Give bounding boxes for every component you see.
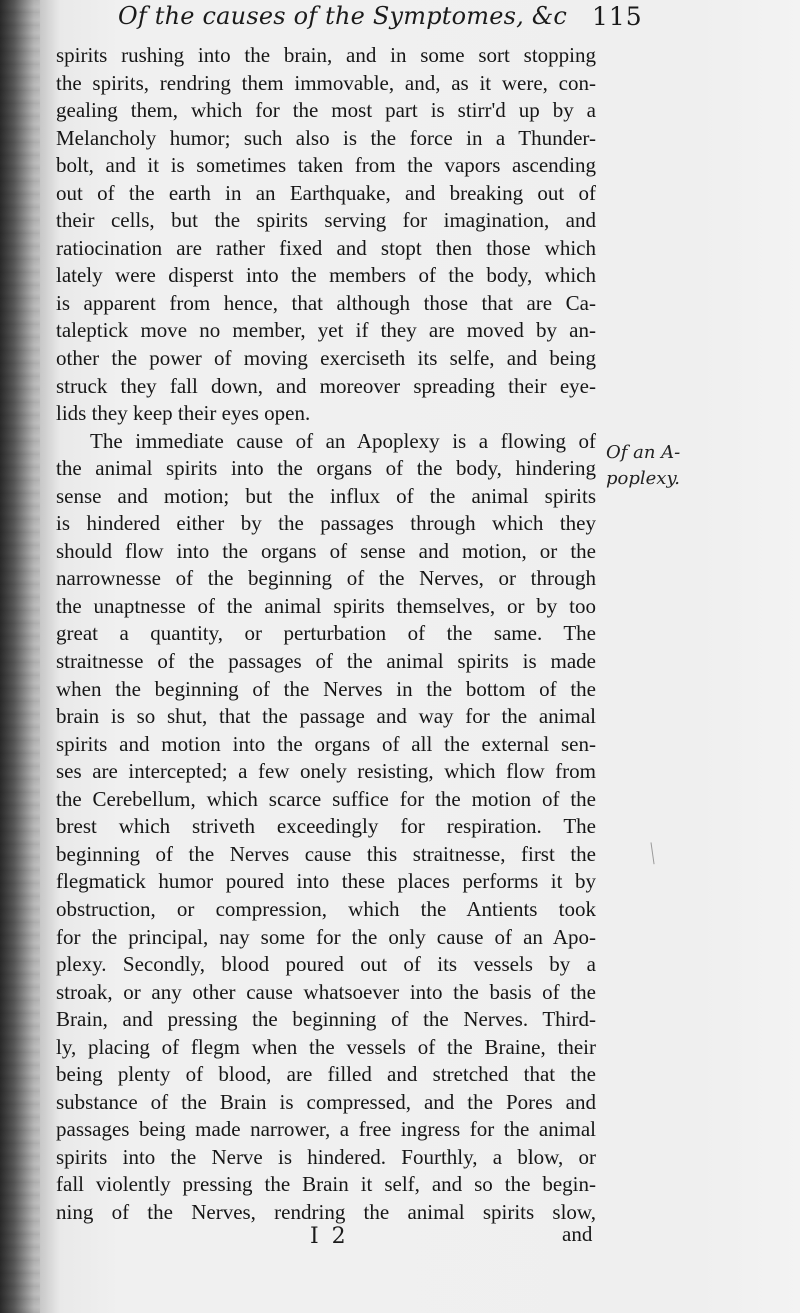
text-line: out of the earth in an Earthquake, and breaking out of [56,180,596,205]
text-line: bolt, and it is sometimes taken from the vapors ascending [56,153,596,178]
text-line: beginning of the Nerves cause this straitnesse, first the [56,841,596,866]
text-line: Brain, and pressing the beginning of the Nerves. Third- [56,1007,596,1032]
text-line: the spirits, rendring them immovable, and, as it were, con- [56,70,596,95]
running-head: Of the causes of the Symptomes, &c [118,2,568,30]
page-number: 115 [592,2,643,31]
text-line: other the power of moving exerciseth its selfe, and being [56,346,596,371]
text-line: narrownesse of the beginning of the Nerves, or through [56,566,596,591]
text-line: substance of the Brain is compressed, and the Pores and [56,1089,596,1114]
text-line: the unaptnesse of the animal spirits themselves, or by too [56,593,596,618]
text-line: the animal spirits into the organs of the body, hindering [56,456,596,481]
text-line: ses are intercepted; a few onely resisting, which flow from [56,759,596,784]
text-line: taleptick move no member, yet if they are moved by an- [56,318,596,343]
body-text [56,42,596,1227]
text-line: flegmatick humor poured into these places performs it by [56,869,596,894]
text-line: lids they keep their eyes open. [56,401,311,426]
text-line: ratiocination are rather fixed and stopt then those which [56,235,596,260]
marginal-note-line: poplexy. [606,468,680,489]
text-line: is apparent from hence, that although those that are Ca- [56,290,596,315]
catchword: and [562,1222,593,1246]
text-line: being plenty of blood, are filled and stretched that the [56,1062,596,1087]
text-line: for the principal, nay some for the only cause of an Apo- [56,924,596,949]
text-line: ning of the Nerves, rendring the animal spirits slow, [56,1199,596,1224]
text-line: the Cerebellum, which scarce suffice for the motion of the [56,786,596,811]
text-line: great a quantity, or perturbation of the same. The [56,621,596,646]
text-line: when the beginning of the Nerves in the bottom of the [56,676,596,701]
text-line: lately were disperst into the members of the body, which [56,263,596,288]
text-line: spirits and motion into the organs of all the external sen- [56,731,596,756]
text-line: Melancholy humor; such also is the force in a Thunder- [56,125,596,150]
text-line: ly, placing of flegm when the vessels of the Braine, their [56,1034,596,1059]
page-gutter-shadow [0,0,40,1313]
text-line: brain is so shut, that the passage and way for the animal [56,704,596,729]
text-line: struck they fall down, and moreover spreading their eye- [56,373,596,398]
text-line: stroak, or any other cause whatsoever into the basis of the [56,979,596,1004]
paragraph-start-line: The immediate cause of an Apoplexy is a flowing of [90,428,596,453]
text-line: passages being made narrower, a free ingress for the animal [56,1117,596,1142]
margin-mark [650,842,658,864]
text-line: sense and motion; but the influx of the animal spirits [56,483,596,508]
text-line: is hindered either by the passages through which they [56,511,596,536]
text-line: spirits rushing into the brain, and in some sort stopping [56,43,596,67]
text-line: gealing them, which for the most part is stirr'd up by a [56,98,596,123]
text-line: should flow into the organs of sense and motion, or the [56,538,596,563]
marginal-note [606,440,696,492]
text-line: spirits into the Nerve is hindered. Fourthly, a blow, or [56,1144,596,1169]
text-line: plexy. Secondly, blood poured out of its vessels by a [56,952,596,977]
marginal-note-line: Of an A- [606,442,681,463]
signature-mark: I 2 [310,1224,349,1249]
text-line: fall violently pressing the Brain it self, and so the begin- [56,1172,596,1197]
text-line: obstruction, or compression, which the Antients took [56,896,596,921]
text-line: brest which striveth exceedingly for respiration. The [56,814,596,839]
text-line: straitnesse of the passages of the animal spirits is made [56,649,596,674]
text-line: their cells, but the spirits serving for imagination, and [56,208,596,233]
